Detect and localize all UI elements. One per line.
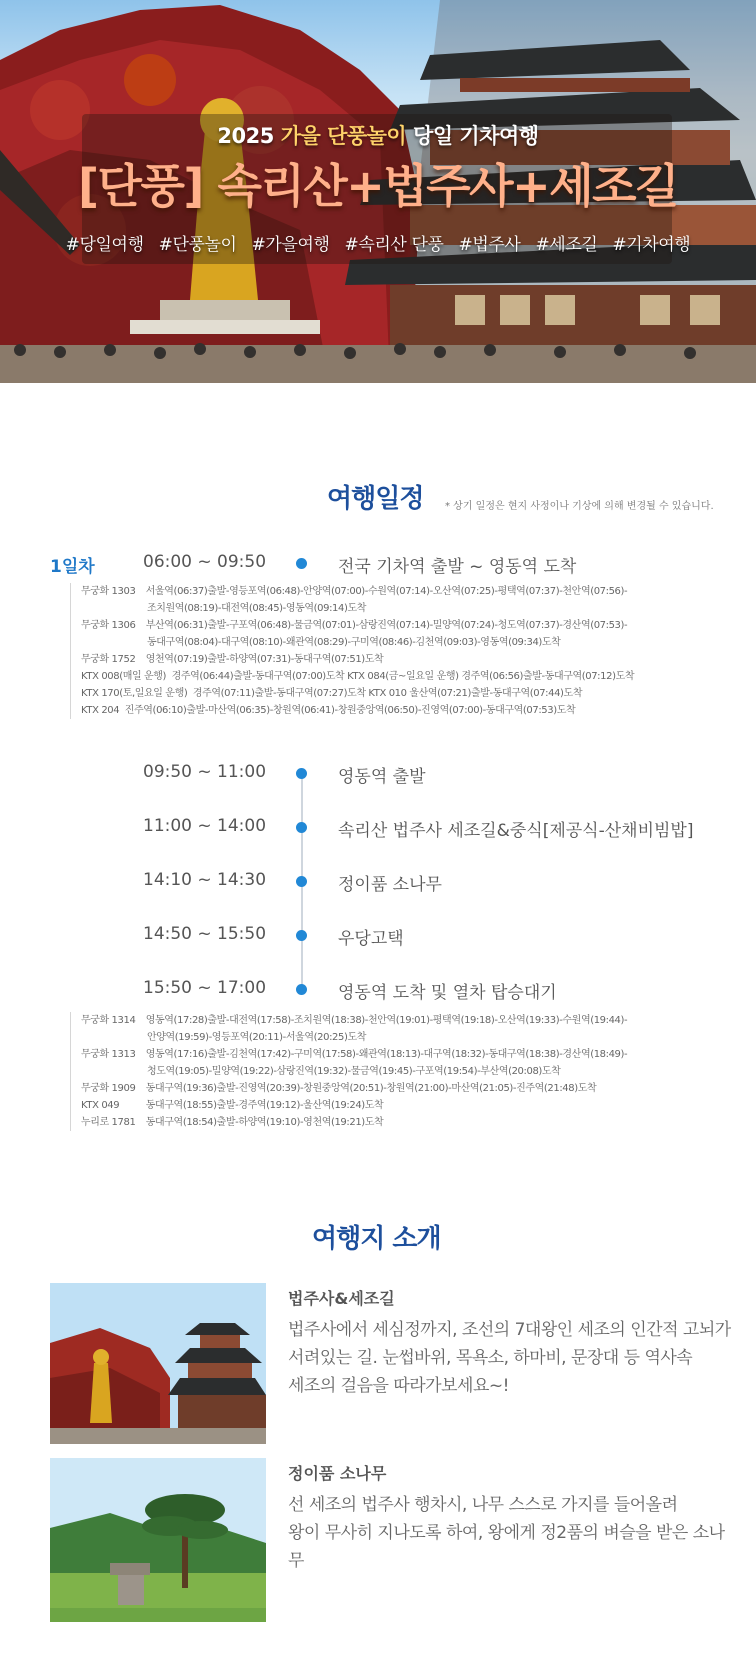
schedule-note: * 상기 일정은 현지 사정이나 기상에 의해 변경될 수 있습니다. (445, 501, 714, 512)
train-line: 무궁화 1306 부산역(06:31)출발-구포역(06:48)-물금역(07:01)-삼랑진역(07:14)-밀양역(07:24)-청도역(07:37)-경산역(07:53)- (81, 620, 628, 631)
train-line: KTX 008(매일 운행) 경주역(06:44)출발-동대구역(07:00)도착 KTX 084(금~일요일 운행) 경주역(06:56)출발-동대구역(07:12)도착 (81, 671, 635, 682)
timeline-dot (296, 558, 307, 569)
hashtag: #단풍놀이 (158, 235, 237, 255)
schedule-time: 11:00 ~ 14:00 (143, 816, 267, 836)
hero-year: 2025 (217, 124, 281, 148)
departure-train-list (70, 583, 741, 719)
schedule-time: 06:00 ~ 09:50 (143, 552, 267, 572)
intro-item-title: 법주사&세조길 (288, 1289, 395, 1308)
train-line: 무궁화 1909 동대구역(19:36)출발-진영역(20:39)-창원중앙역(20:51)-창원역(21:00)-마산역(21:05)-진주역(21:48)도착 (81, 1083, 597, 1094)
hashtag: #세조길 (535, 235, 598, 255)
schedule-desc: 정이품 소나무 (338, 875, 442, 895)
hero-title: [단풍] 속리산+법주사+세조길 (78, 159, 678, 213)
intro-item-desc (288, 1491, 738, 1575)
hero-hashtags (0, 230, 756, 255)
train-line: 무궁화 1303 서울역(06:37)출발-영등포역(06:48)-안양역(07:00)-수원역(07:14)-오산역(07:25)-평택역(07:37)-천안역(07:56)- (81, 586, 628, 597)
train-line: 조치원역(08:19)-대전역(08:45)-영동역(09:14)도착 (147, 603, 367, 614)
train-line: KTX 170(토,일요일 운행) 경주역(07:11)출발-동대구역(07:27)도착 KTX 010 울산역(07:21)출발-동대구역(07:44)도착 (81, 688, 583, 699)
schedule-time: 14:10 ~ 14:30 (143, 870, 267, 890)
hashtag: #속리산 단풍 (344, 235, 444, 255)
intro-desc-line: 선 세조의 법주사 행차시, 나무 스스로 가지를 들어올려 (288, 1495, 678, 1515)
train-line: 안양역(19:59)-영등포역(20:11)-서울역(20:25)도착 (147, 1032, 367, 1043)
hashtag: #당일여행 (65, 235, 144, 255)
hashtag: #기차여행 (612, 235, 691, 255)
timeline-dot (296, 930, 307, 941)
pine-tree-photo (50, 1458, 266, 1622)
train-line: 누리로 1781 동대구역(18:54)출발-하양역(19:10)-영천역(19:21)도착 (81, 1117, 384, 1128)
intro-item-title: 정이품 소나무 (288, 1464, 387, 1483)
schedule-desc: 전국 기차역 출발 ~ 영동역 도착 (338, 557, 577, 577)
schedule-time: 09:50 ~ 11:00 (143, 762, 267, 782)
day-label: 1일차 (50, 557, 95, 577)
intro-desc-line: 서려있는 길. 눈썹바위, 목욕소, 하마비, 문장대 등 역사속 (288, 1348, 693, 1368)
schedule-desc: 영동역 도착 및 열차 탑승대기 (338, 983, 557, 1003)
train-line: 무궁화 1313 영동역(17:16)출발-김천역(17:42)-구미역(17:58)-왜관역(18:13)-대구역(18:32)-동대구역(18:38)-경산역(18:49)- (81, 1049, 628, 1060)
schedule-time: 15:50 ~ 17:00 (143, 978, 267, 998)
hashtag: #가을여행 (251, 235, 330, 255)
train-line: KTX 049 동대구역(18:55)출발-경주역(19:12)-울산역(19:24)도착 (81, 1100, 384, 1111)
intro-desc-line: 법주사에서 세심정까지, 조선의 7대왕인 세조의 인간적 고뇌가 (288, 1320, 731, 1340)
schedule-desc: 속리산 법주사 세조길&중식[제공식-산채비빔밥] (338, 821, 694, 841)
intro-desc-line: 세조의 걸음을 따라가보세요~! (288, 1376, 509, 1396)
return-train-list (70, 1012, 741, 1131)
schedule-desc: 영동역 출발 (338, 767, 426, 787)
timeline-dot (296, 768, 307, 779)
hero-banner (0, 0, 756, 383)
timeline-dot (296, 822, 307, 833)
schedule-time: 14:50 ~ 15:50 (143, 924, 267, 944)
intro-item-desc (288, 1316, 738, 1400)
train-line: KTX 204 진주역(06:10)출발-마산역(06:35)-창원역(06:41)-창원중앙역(06:50)-진영역(07:00)-동대구역(07:53)도착 (81, 705, 576, 716)
intro-heading: 여행지 소개 (312, 1224, 441, 1254)
hero-subtitle-tail: 당일 기차여행 (406, 124, 539, 148)
schedule-heading: 여행일정 (327, 484, 424, 514)
train-line: 동대구역(08:04)-대구역(08:10)-왜관역(08:29)-구미역(08:46)-김천역(09:03)-영동역(09:34)도착 (147, 637, 561, 648)
train-line: 청도역(19:05)-밀양역(19:22)-삼랑진역(19:32)-물금역(19:45)-구포역(19:54)-부산역(20:08)도착 (147, 1066, 561, 1077)
schedule-desc: 우당고택 (338, 929, 404, 949)
beopjusa-photo (50, 1283, 266, 1444)
timeline-dot (296, 876, 307, 887)
hero-highlight: 가을 단풍놀이 (280, 124, 407, 148)
hero-subtitle (0, 120, 756, 150)
train-line: 무궁화 1314 영동역(17:28)출발-대전역(17:58)-조치원역(18:38)-천안역(19:01)-평택역(19:18)-오산역(19:33)-수원역(19:44)- (81, 1015, 628, 1026)
timeline-dot (296, 984, 307, 995)
train-line: 무궁화 1752 영천역(07:19)출발-하양역(07:31)-동대구역(07:51)도착 (81, 654, 384, 665)
intro-desc-line: 왕이 무사히 지나도록 하여, 왕에게 정2품의 벼슬을 받은 소나무 (288, 1523, 725, 1571)
hashtag: #법주사 (458, 235, 521, 255)
